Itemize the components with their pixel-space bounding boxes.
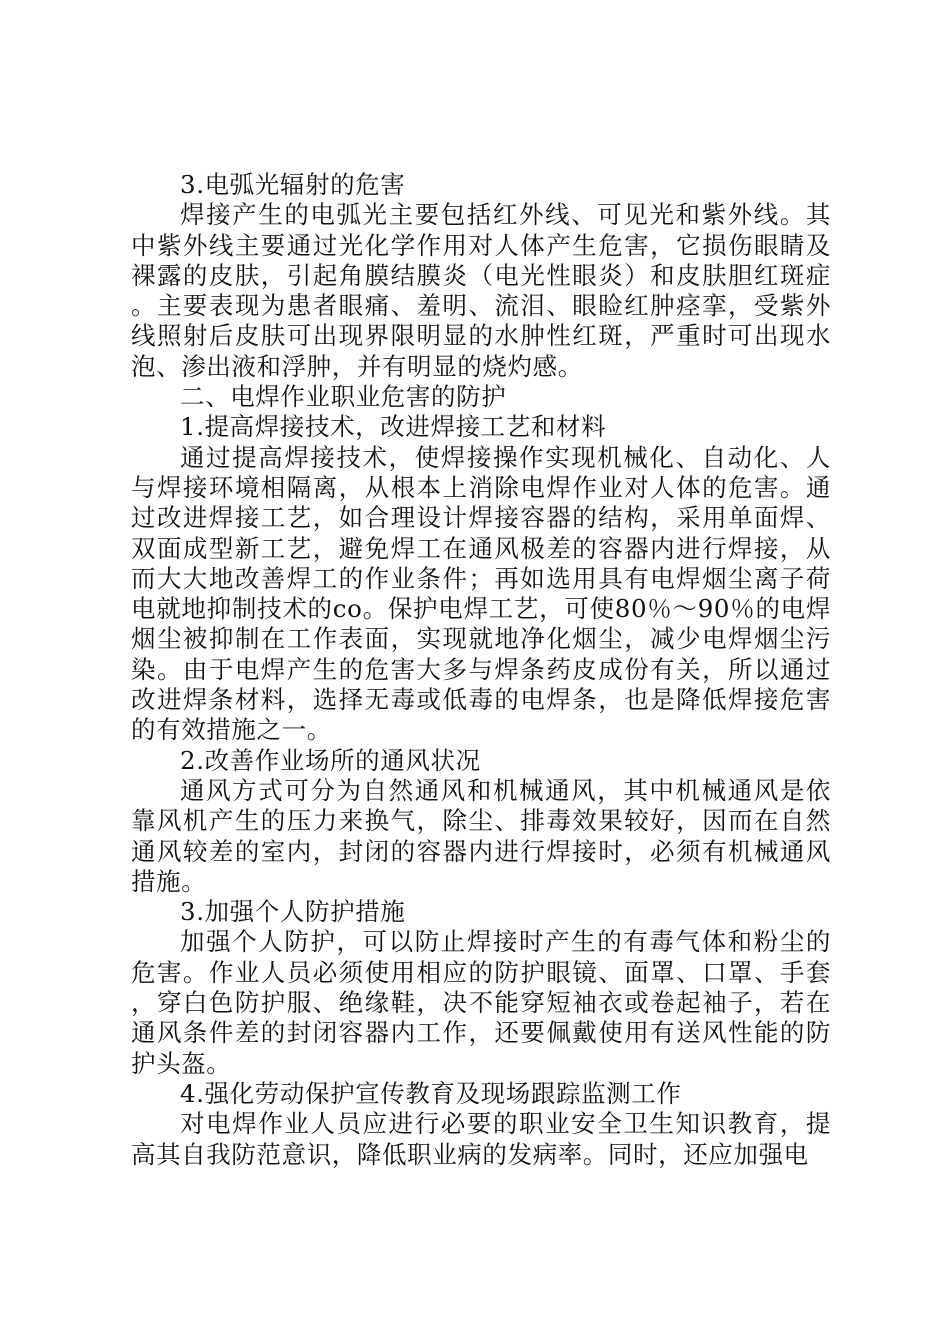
section-heading-education: 4.强化劳动保护宣传教育及现场跟踪监测工作 (180, 1078, 682, 1108)
section-heading-protection: 二、电焊作业职业危害的防护 (180, 382, 507, 412)
paragraph-education: 对电焊作业人员应进行必要的职业安全卫生知识教育，提高其自我防范意识，降低职业病的发病率。同时，还应加强电 (131, 1109, 831, 1169)
paragraph-personal-protection: 加强个人防护，可以防止焊接时产生的有毒气体和粉尘的危害。作业人员必须使用相应的防护眼镜、面罩、口罩、手套，穿白色防护服、绝缘鞋，决不能穿短袖衣或卷起袖子，若在通风条件差的封闭容器内工作，还要佩戴使用有送风性能的防护头盔。 (131, 927, 831, 1078)
section-heading-arc-radiation: 3.电弧光辐射的危害 (180, 170, 406, 199)
section-heading-improve-technique: 1.提高焊接技术，改进焊接工艺和材料 (180, 412, 607, 442)
document-page (131, 170, 831, 1170)
section-heading-ventilation: 2.改善作业场所的通风状况 (180, 745, 481, 775)
paragraph-ventilation: 通风方式可分为自然通风和机械通风，其中机械通风是依靠风机产生的压力来换气，除尘、排毒效果较好，因而在自然通风较差的室内，封闭的容器内进行焊接时，必须有机械通风措施。 (131, 775, 831, 896)
paragraph-improve-technique: 通过提高焊接技术，使焊接操作实现机械化、自动化、人与焊接环境相隔离，从根本上消除电焊作业对人体的危害。通过改进焊接工艺，如合理设计焊接容器的结构，采用单面焊、双面成型新工艺，避免焊工在通风极差的容器内进行焊接，从而大大地改善焊工的作业条件；再如选用具有电焊烟尘离子荷电就地抑制技术的co。保护电焊工艺，可使80％～90％的电焊烟尘被抑制在工作表面，实现就地净化烟尘，减少电焊烟尘污染。由于电焊产生的危害大多与焊条药皮成份有关，所以通过改进焊条材料，选择无毒或低毒的电焊条，也是降低焊接危害的有效措施之一。 (131, 442, 831, 745)
paragraph-arc-radiation: 焊接产生的电弧光主要包括红外线、可见光和紫外线。其中紫外线主要通过光化学作用对人体产生危害，它损伤眼睛及裸露的皮肤，引起角膜结膜炎（电光性眼炎）和皮肤胆红斑症。主要表现为患者眼痛、羞明、流泪、眼睑红肿痉挛，受紫外线照射后皮肤可出现界限明显的水肿性红斑，严重时可出现水泡、渗出液和浮肿，并有明显的烧灼感。 (131, 200, 831, 381)
section-heading-personal-protection: 3.加强个人防护措施 (180, 897, 406, 927)
